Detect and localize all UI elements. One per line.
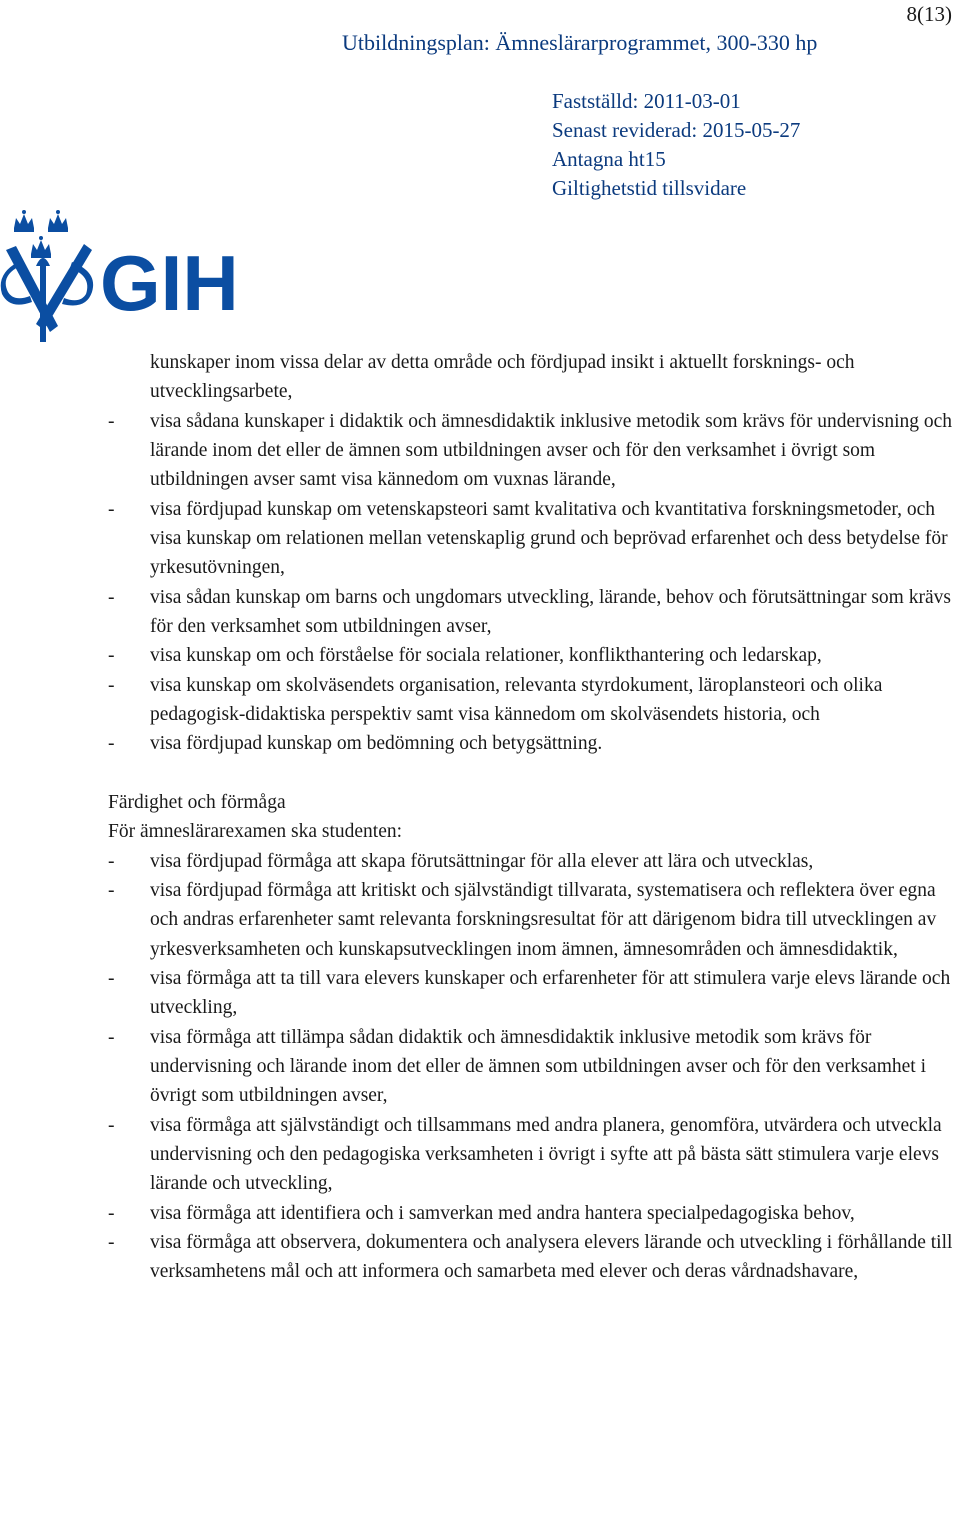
list-item: - visa fördjupad förmåga att skapa förutsättningar för alla elever att lära och utvecklas, [108,850,814,872]
list-item: - visa fördjupad kunskap om bedömning och betygsättning. [108,733,603,755]
section-heading: Färdighet och förmåga [108,791,286,813]
document-meta [552,87,800,203]
gih-logo [0,206,255,344]
list-item: - visa kunskap om och förståelse för sociala relationer, konflikthantering och ledarskap, [108,645,822,667]
crown-icon [31,236,51,258]
document-body [108,348,960,1287]
list-item: - visa förmåga att observera, dokumentera och analysera elevers lärande och utveckling i förhållande till verksamhetens mål och att informera och samarbeta med elever och deras vårdnadshavare, [108,1231,953,1283]
crowns-and-torch-emblem-icon [0,206,255,344]
meta-established: Fastställd: 2011-03-01 [552,89,741,113]
logo-text: GIH [100,239,239,327]
document-title: Utbildningsplan: Ämneslärarprogrammet, 300-330 hp [342,30,818,55]
list-item: - visa förmåga att tillämpa sådan didaktik och ämnesdidaktik inklusive metodik som krävs för undervisning och lärande inom det eller de ämnen som utbildningen avser och för den verksamhet i övrigt som utbildningen avser, [108,1026,926,1107]
list-item: - visa förmåga att identifiera och i samverkan med andra hantera specialpedagogiska behov, [108,1202,855,1224]
crown-icon [48,210,68,232]
list-item: - visa förmåga att ta till vara elevers kunskaper och erfarenheter för att stimulera varje elevs lärande och utveckling, [108,967,951,1019]
list-item: - visa sådan kunskap om barns och ungdomars utveckling, lärande, behov och förutsättningar som krävs för den verksamhet som utbildningen avser, [108,586,951,638]
list-item: - visa kunskap om skolväsendets organisation, relevanta styrdokument, läroplansteori och olika pedagogisk-didaktiska perspektiv samt visa kännedom om skolväsendets historia, och [108,674,883,726]
meta-revised: Senast reviderad: 2015-05-27 [552,118,801,142]
section-intro: För ämneslärarexamen ska studenten: [108,821,403,843]
knowledge-list [108,407,960,759]
meta-admitted: Antagna ht15 [552,147,666,171]
list-item: - visa förmåga att självständigt och tillsammans med andra planera, genomföra, utvärdera och utveckla undervisning och den pedagogiska verksamheten i övrigt i syfte att på bästa sätt stimulera varje elevs lärande och utveckling, [108,1114,942,1195]
knowledge-continuation: kunskaper inom vissa delar av detta område och fördjupad insikt i aktuellt forsknings- och utvecklingsarbete, [150,352,855,403]
list-item: - visa fördjupad förmåga att kritiskt och självständigt tillvarata, systematisera och reflektera över egna och andras erfarenheter samt relevanta forskningsresultat för att därigenom bidra till utvecklingen av yrkesverksamheten och kunskapsutvecklingen inom ämnen, ämnesområden och ämnesdidaktik, [108,879,937,960]
list-item: - visa fördjupad kunskap om vetenskapsteori samt kvalitativa och kvantitativa forskningsmetoder, och visa kunskap om relationen mellan vetenskaplig grund och beprövad erfarenhet och dess betydelse för yrkesutövningen, [108,498,948,579]
page-number: 8(13) [906,2,952,26]
list-item: - visa sådana kunskaper i didaktik och ämnesdidaktik inklusive metodik som krävs för undervisning och lärande inom det eller de ämnen som utbildningen avser och för den verksamhet i övrigt som utbildningen avser samt visa kännedom om vuxnas lärande, [108,410,953,491]
meta-validity: Giltighetstid tillsvidare [552,176,747,200]
crown-icon [14,210,34,232]
skills-list [108,847,960,1287]
